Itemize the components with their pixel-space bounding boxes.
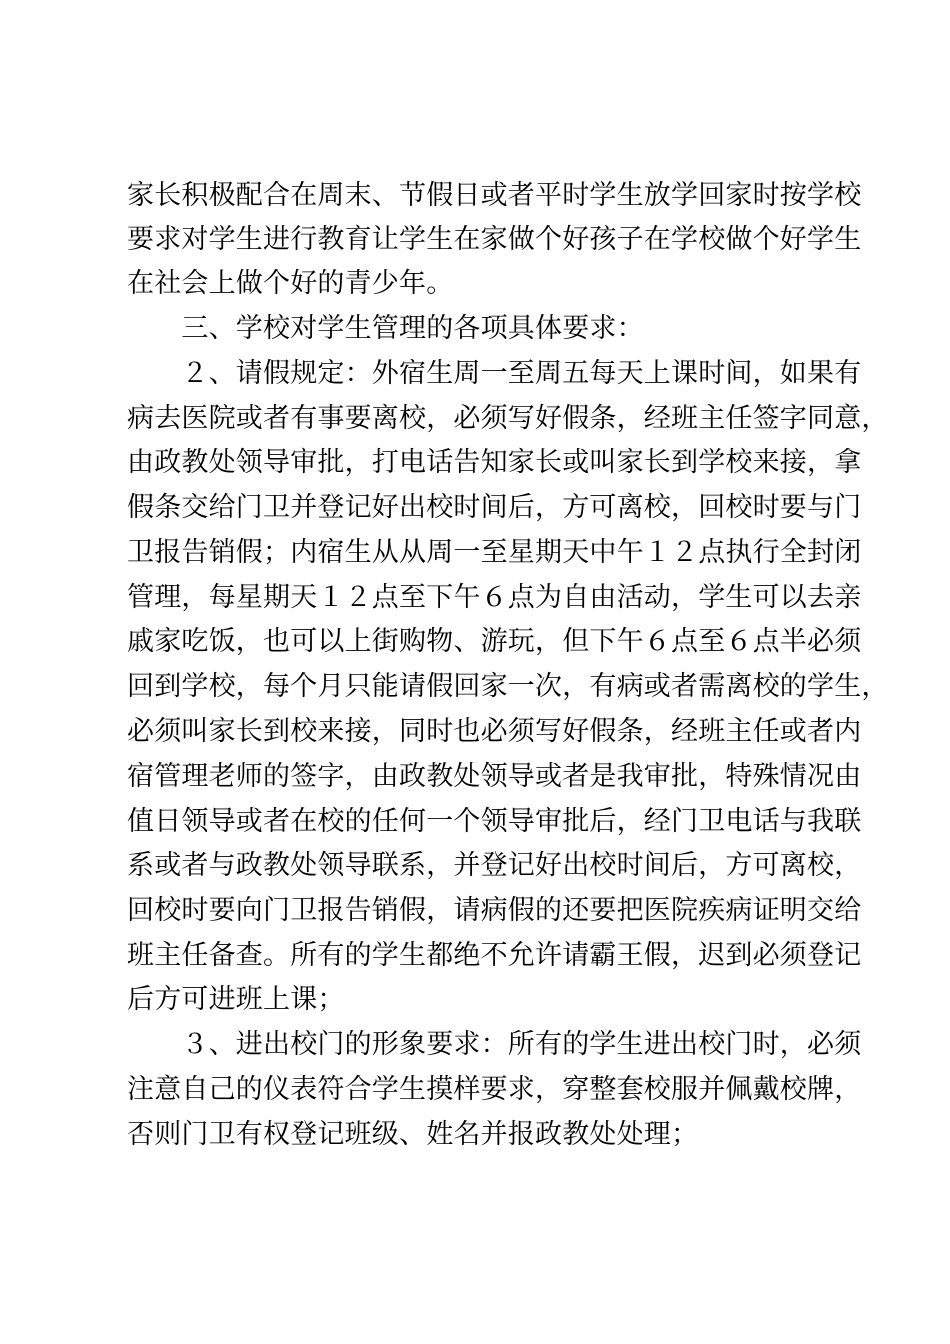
text-line: 回校时要向门卫报告销假，请病假的还要把医院疾病证明交给: [127, 895, 862, 926]
text-line: 后方可进班上课；: [127, 984, 345, 1015]
text-line: 系或者与政教处领导联系，并登记好出校时间后，方可离校，: [127, 850, 862, 881]
text-line: 宿管理老师的签字，由政教处领导或者是我审批，特殊情况由: [127, 761, 862, 792]
text-line: 由政教处领导审批，打电话告知家长或叫家长到学校来接，拿: [127, 447, 862, 478]
text-line: 必须叫家长到校来接，同时也必须写好假条，经班主任或者内: [127, 716, 862, 747]
text-line: 在社会上做个好的青少年。: [127, 268, 454, 299]
text-line: 班主任备查。所有的学生都绝不允许请霸王假，迟到必须登记: [127, 940, 862, 971]
text-line: 家长积极配合在周末、节假日或者平时学生放学回家时按学校: [127, 180, 862, 211]
text-line: 值日领导或者在校的任何一个领导审批后，经门卫电话与我联: [127, 806, 862, 837]
text-line: 病去医院或者有事要离校，必须写好假条，经班主任签字同意，: [127, 403, 889, 434]
text-line: 管理，每星期天１２点至下午６点为自由活动，学生可以去亲: [127, 582, 862, 613]
text-line: 要求对学生进行教育让学生在家做个好孩子在学校做个好学生: [127, 224, 862, 255]
section-heading: 三、学校对学生管理的各项具体要求：: [127, 313, 644, 344]
text-line: ２、请假规定：外宿生周一至周五每天上课时间，如果有: [127, 358, 862, 389]
text-line: 回到学校，每个月只能请假回家一次，有病或者需离校的学生，: [127, 671, 889, 702]
text-line: 卫报告销假；内宿生从从周一至星期天中午１２点执行全封闭: [127, 537, 862, 568]
text-line: 注意自己的仪表符合学生摸样要求，穿整套校服并佩戴校牌，: [127, 1074, 862, 1105]
text-line: 戚家吃饭，也可以上街购物、游玩，但下午６点至６点半必须: [127, 626, 862, 657]
text-line: 假条交给门卫并登记好出校时间后，方可离校，回校时要与门: [127, 492, 862, 523]
text-line: 否则门卫有权登记班级、姓名并报政教处处理；: [127, 1119, 699, 1150]
text-line: ３、进出校门的形象要求：所有的学生进出校门时，必须: [127, 1029, 862, 1060]
